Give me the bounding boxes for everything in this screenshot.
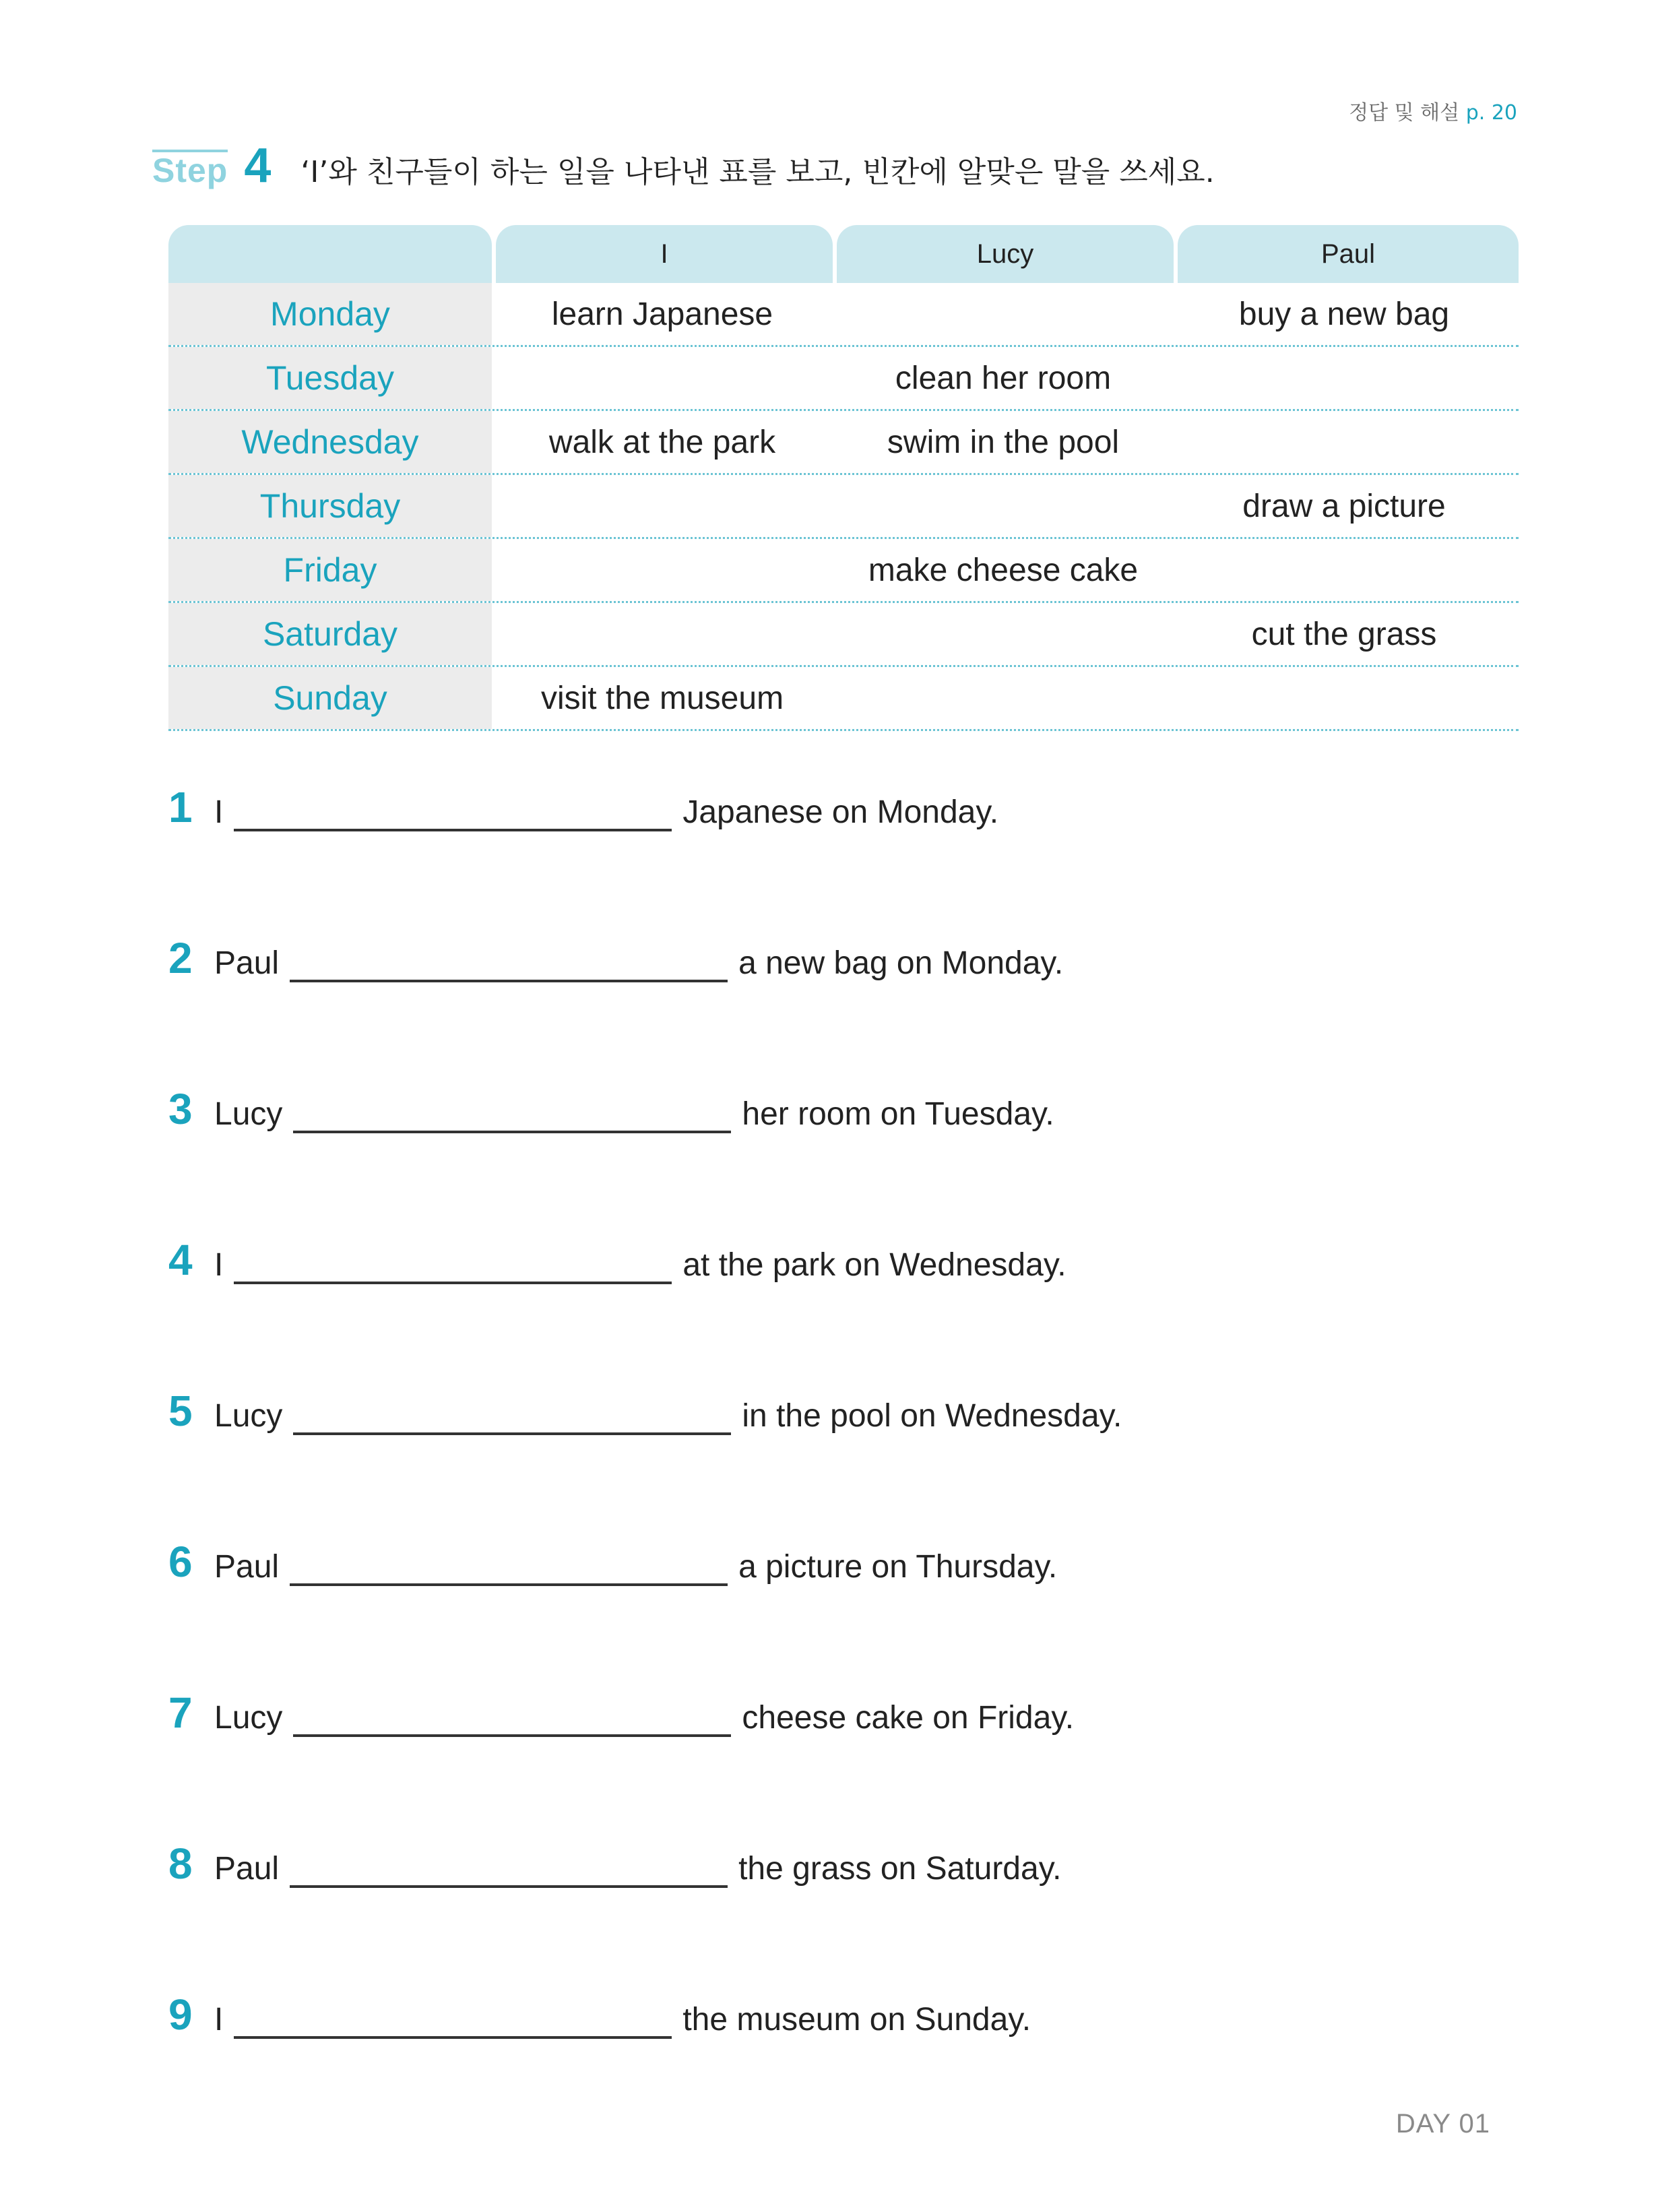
cell-lucy	[833, 283, 1174, 345]
cell-paul: cut the grass	[1251, 616, 1437, 652]
exercise-rest: her room on Tuesday.	[742, 1096, 1054, 1132]
day-label: Wednesday	[168, 411, 492, 473]
answer-blank[interactable]	[290, 1583, 728, 1586]
cell-paul	[1174, 411, 1515, 473]
day-label: Saturday	[168, 603, 492, 665]
day-footer-label: DAY 01	[1395, 2109, 1490, 2139]
column-header-lucy: Lucy	[837, 225, 1174, 283]
table-row	[168, 411, 1519, 475]
exercise-number: 8	[168, 1839, 193, 1888]
exercise-item	[168, 1228, 1066, 1282]
exercise-rest: the grass on Saturday.	[738, 1851, 1062, 1887]
cell-paul: draw a picture	[1242, 488, 1446, 524]
exercise-item	[168, 1680, 1075, 1737]
column-header-paul: Paul	[1178, 225, 1519, 283]
exercise-item	[168, 775, 998, 829]
answer-ref-label: 정답 및 해설	[1349, 101, 1460, 125]
exercise-subject: Lucy	[214, 1700, 283, 1736]
table-header-corner	[168, 225, 492, 283]
exercise-item	[168, 926, 1063, 980]
cell-i: learn Japanese	[551, 296, 773, 332]
exercise-number: 7	[168, 1688, 193, 1737]
day-label: Monday	[168, 283, 492, 345]
exercise-rest: cheese cake on Friday.	[742, 1700, 1075, 1736]
exercise-rest: a picture on Thursday.	[738, 1549, 1058, 1585]
exercise-number: 4	[168, 1236, 193, 1284]
cell-i: visit the museum	[540, 680, 784, 716]
exercise-item	[168, 1982, 1031, 2039]
exercise-number: 3	[168, 1085, 193, 1133]
exercise-subject: Paul	[214, 1851, 280, 1887]
cell-lucy: make cheese cake	[868, 552, 1139, 588]
answer-blank[interactable]	[234, 1282, 672, 1284]
cell-paul	[1174, 347, 1515, 409]
table-row	[168, 539, 1519, 603]
instruction-text: ‘I’와 친구들이 하는 일을 나타낸 표를 보고, 빈칸에 알맞은 말을 쓰세요.	[300, 155, 1215, 189]
exercise-number: 5	[168, 1387, 193, 1435]
table-row	[168, 603, 1519, 667]
schedule-table	[168, 225, 1519, 731]
step-label: Step	[152, 150, 228, 187]
answer-reference	[1349, 96, 1517, 125]
exercise-item	[168, 1529, 1058, 1586]
day-label: Tuesday	[168, 347, 492, 409]
exercise-number: 2	[168, 934, 193, 982]
step-number: 4	[244, 139, 272, 193]
answer-blank[interactable]	[234, 2036, 672, 2039]
cell-i	[492, 347, 833, 409]
column-header-i: I	[496, 225, 833, 283]
day-label: Thursday	[168, 475, 492, 537]
answer-blank[interactable]	[293, 1432, 731, 1435]
cell-i: walk at the park	[548, 424, 776, 460]
answer-blank[interactable]	[290, 980, 728, 982]
cell-i	[492, 603, 833, 665]
exercise-subject: I	[214, 794, 224, 830]
exercise-item	[168, 1831, 1062, 1888]
exercise-subject: Lucy	[214, 1398, 283, 1434]
table-header-row	[168, 225, 1519, 283]
exercise-subject: I	[214, 2002, 224, 2037]
cell-lucy: swim in the pool	[887, 424, 1120, 460]
cell-paul	[1174, 539, 1515, 601]
day-label: Sunday	[168, 667, 492, 729]
cell-lucy	[833, 603, 1174, 665]
table-row	[168, 283, 1519, 347]
exercise-item	[168, 1379, 1122, 1435]
exercise-rest: in the pool on Wednesday.	[742, 1398, 1122, 1434]
cell-lucy	[833, 667, 1174, 729]
cell-i	[492, 539, 833, 601]
answer-blank[interactable]	[234, 829, 672, 831]
exercise-subject: Lucy	[214, 1096, 283, 1132]
exercise-rest: at the park on Wednesday.	[682, 1247, 1066, 1283]
table-row	[168, 475, 1519, 539]
answer-blank[interactable]	[293, 1131, 731, 1133]
answer-blank[interactable]	[293, 1734, 731, 1737]
table-row	[168, 667, 1519, 731]
cell-i	[492, 475, 833, 537]
exercise-subject: Paul	[214, 1549, 280, 1585]
day-label: Friday	[168, 539, 492, 601]
cell-paul: buy a new bag	[1238, 296, 1450, 332]
exercise-item	[168, 1077, 1054, 1131]
exercise-subject: Paul	[214, 945, 280, 981]
table-row	[168, 347, 1519, 411]
exercise-rest: Japanese on Monday.	[682, 794, 999, 830]
cell-paul	[1174, 667, 1515, 729]
step-header	[152, 141, 1215, 191]
answer-blank[interactable]	[290, 1885, 728, 1888]
exercise-number: 1	[168, 783, 193, 831]
exercise-number: 6	[168, 1538, 193, 1586]
exercise-number: 9	[168, 1990, 193, 2039]
exercise-rest: the museum on Sunday.	[682, 2002, 1031, 2037]
exercise-subject: I	[214, 1247, 224, 1283]
answer-ref-page: p. 20	[1465, 101, 1517, 125]
exercise-rest: a new bag on Monday.	[738, 945, 1064, 981]
cell-lucy	[833, 475, 1174, 537]
cell-lucy: clean her room	[895, 360, 1112, 396]
